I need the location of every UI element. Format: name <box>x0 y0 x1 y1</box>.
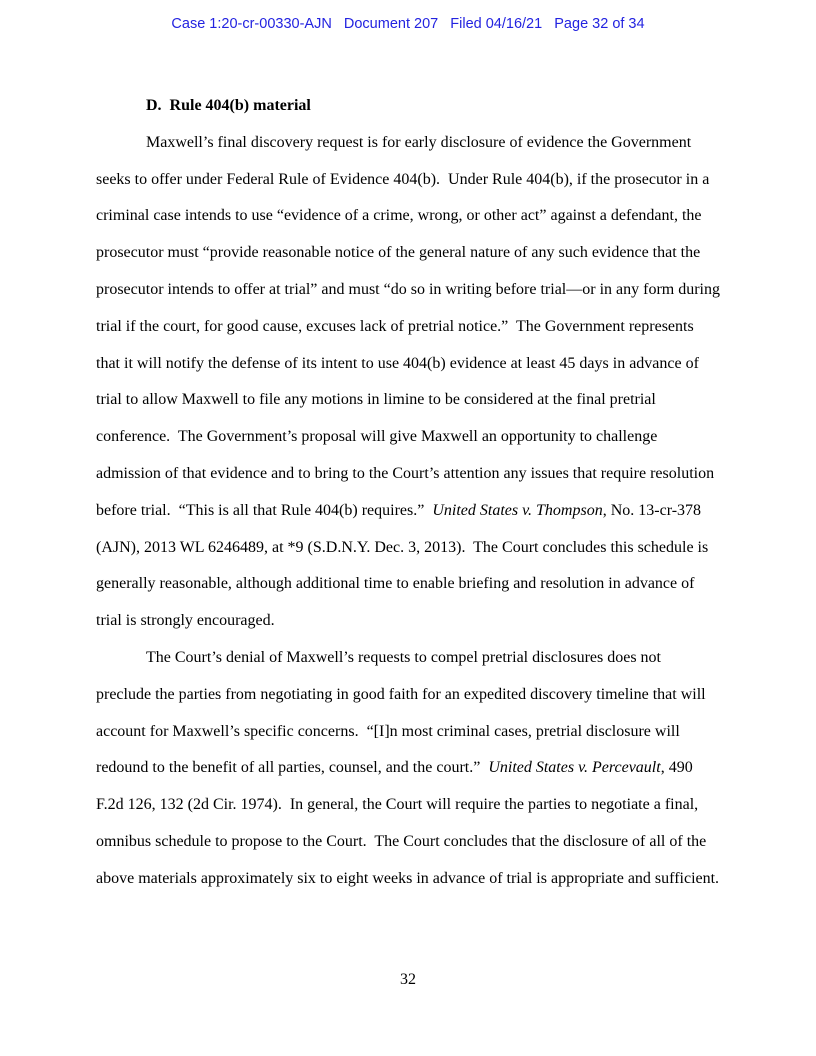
section-heading: D. Rule 404(b) material <box>146 97 311 114</box>
text-run: , No. 13-cr-378 (AJN), 2013 WL 6246489, at *9 (S.D.N.Y. Dec. 3, 2013). The Court concludes this schedule is generally reasonable, although additional time to enable briefing and resolution in advance of trial is strongly encouraged. <box>96 501 713 630</box>
case-citation-thompson: United States v. Thompson <box>432 501 603 519</box>
case-stamp-header: Case 1:20-cr-00330-AJN Document 207 Filed 04/16/21 Page 32 of 34 <box>171 16 645 32</box>
page-number: 32 <box>400 971 416 988</box>
text-run: , 490 F.2d 126, 132 (2d Cir. 1974). In general, the Court will require the parties to negotiate a final, omnibus schedule to propose to the Court. The Court concludes that the disclosure of all of the above materials approximately six to eight weeks in advance of trial is appropriate and sufficient. <box>96 759 720 887</box>
paragraph-1 <box>96 125 724 640</box>
text-run: Maxwell’s final discovery request is for early disclosure of evidence the Government seeks to offer under Federal Rule of Evidence 404(b). Under Rule 404(b), if the prosecutor in a criminal case intends to use “evidence of a crime, wrong, or other act” against a defendant, the prosecutor must “provide reasonable notice of the general nature of any such evidence that the prosecutor intends to offer at trial” and must “do so in writing before trial—or in any form during trial if the court, for good cause, excuses lack of pretrial notice.” The Government represents that it will notify the defense of its intent to use 404(b) evidence at least 45 days in advance of trial to allow Maxwell to file any motions in limine to be considered at the final pretrial conference. The Government’s proposal will give Maxwell an opportunity to challenge admission of that evidence and to bring to the Court’s attention any issues that require resolution before trial. “This is all that Rule 404(b) requires.” <box>96 133 724 519</box>
case-citation-percevault: United States v. Percevault <box>488 759 661 777</box>
document-body <box>96 88 724 898</box>
text-run: The Court’s denial of Maxwell’s requests to compel pretrial disclosures does not preclude the parties from negotiating in good faith for an expedited discovery timeline that will account for Maxwell’s specific concerns. “[I]n most criminal cases, pretrial disclosure will redound to the benefit of all parties, counsel, and the court.” <box>96 648 710 777</box>
paragraph-2 <box>96 640 720 898</box>
